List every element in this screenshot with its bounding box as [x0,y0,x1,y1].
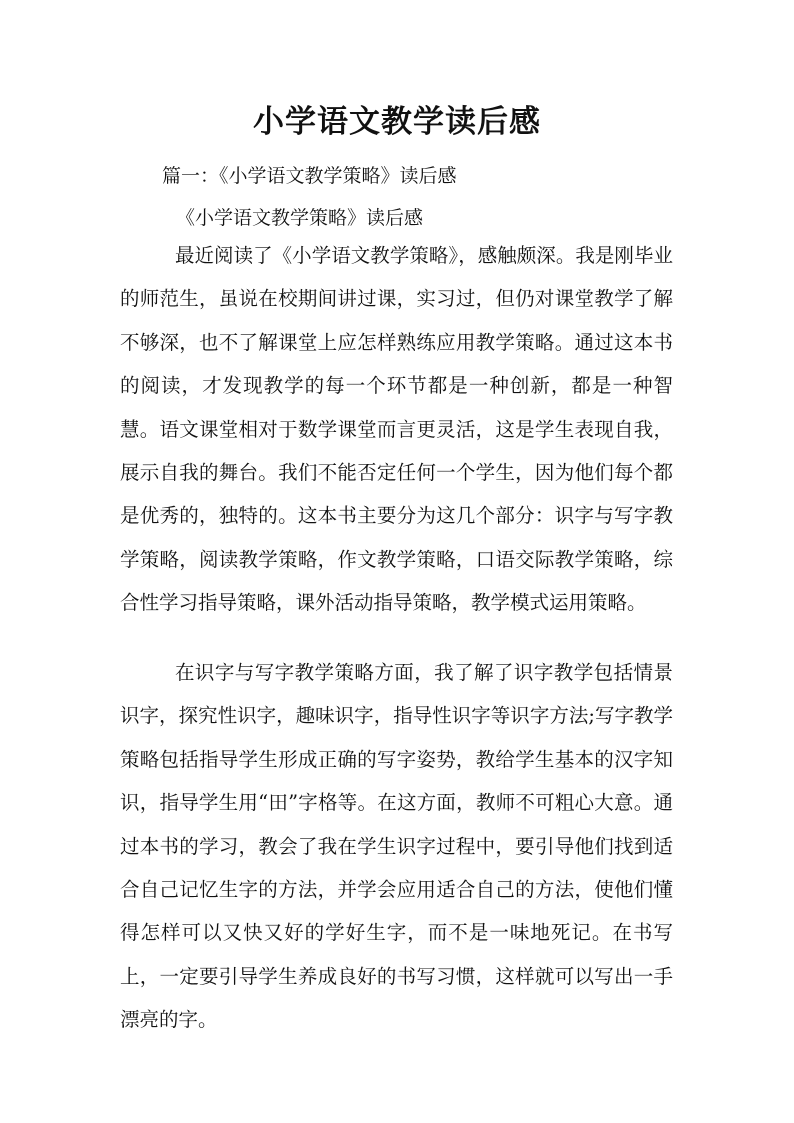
body-paragraph-1: 最近阅读了《小学语文教学策略》，感触颇深。我是刚毕业的师范生，虽说在校期间讲过课，实习过，但仍对课堂教学了解不够深，也不了解课堂上应怎样熟练应用教学策略。通过这本书的阅读，才发现教学的每一个环节都是一种创新，都是一种智慧。语文课堂相对于数学课堂而言更灵活，这是学生表现自我，展示自我的舞台。我们不能否定任何一个学生，因为他们每个都是优秀的，独特的。这本书主要分为这几个部分：识字与写字教学策略，阅读教学策略，作文教学策略，口语交际教学策略，综合性学习指导策略，课外活动指导策略，教学模式运用策略。 [120,244,673,615]
article-title: 《小学语文教学策略》读后感 [176,207,424,229]
section-heading: 篇一：《小学语文教学策略》读后感 [162,165,457,187]
document-title: 小学语文教学读后感 [253,104,541,140]
body-paragraph-2: 在识字与写字教学策略方面，我了解了识字教学包括情景识字，探究性识字，趣味识字，指导性识字等识字方法;写字教学策略包括指导学生形成正确的写字姿势，教给学生基本的汉字知识，指导学生用“田”字格等。在这方面，教师不可粗心大意。通过本书的学习，教会了我在学生识字过程中，要引导他们找到适合自己记忆生字的方法，并学会应用适合自己的方法，使他们懂得怎样可以又快又好的学好生字，而不是一味地死记。在书写上，一定要引导学生养成良好的书写习惯，这样就可以写出一手漂亮的字。 [120,661,673,1032]
